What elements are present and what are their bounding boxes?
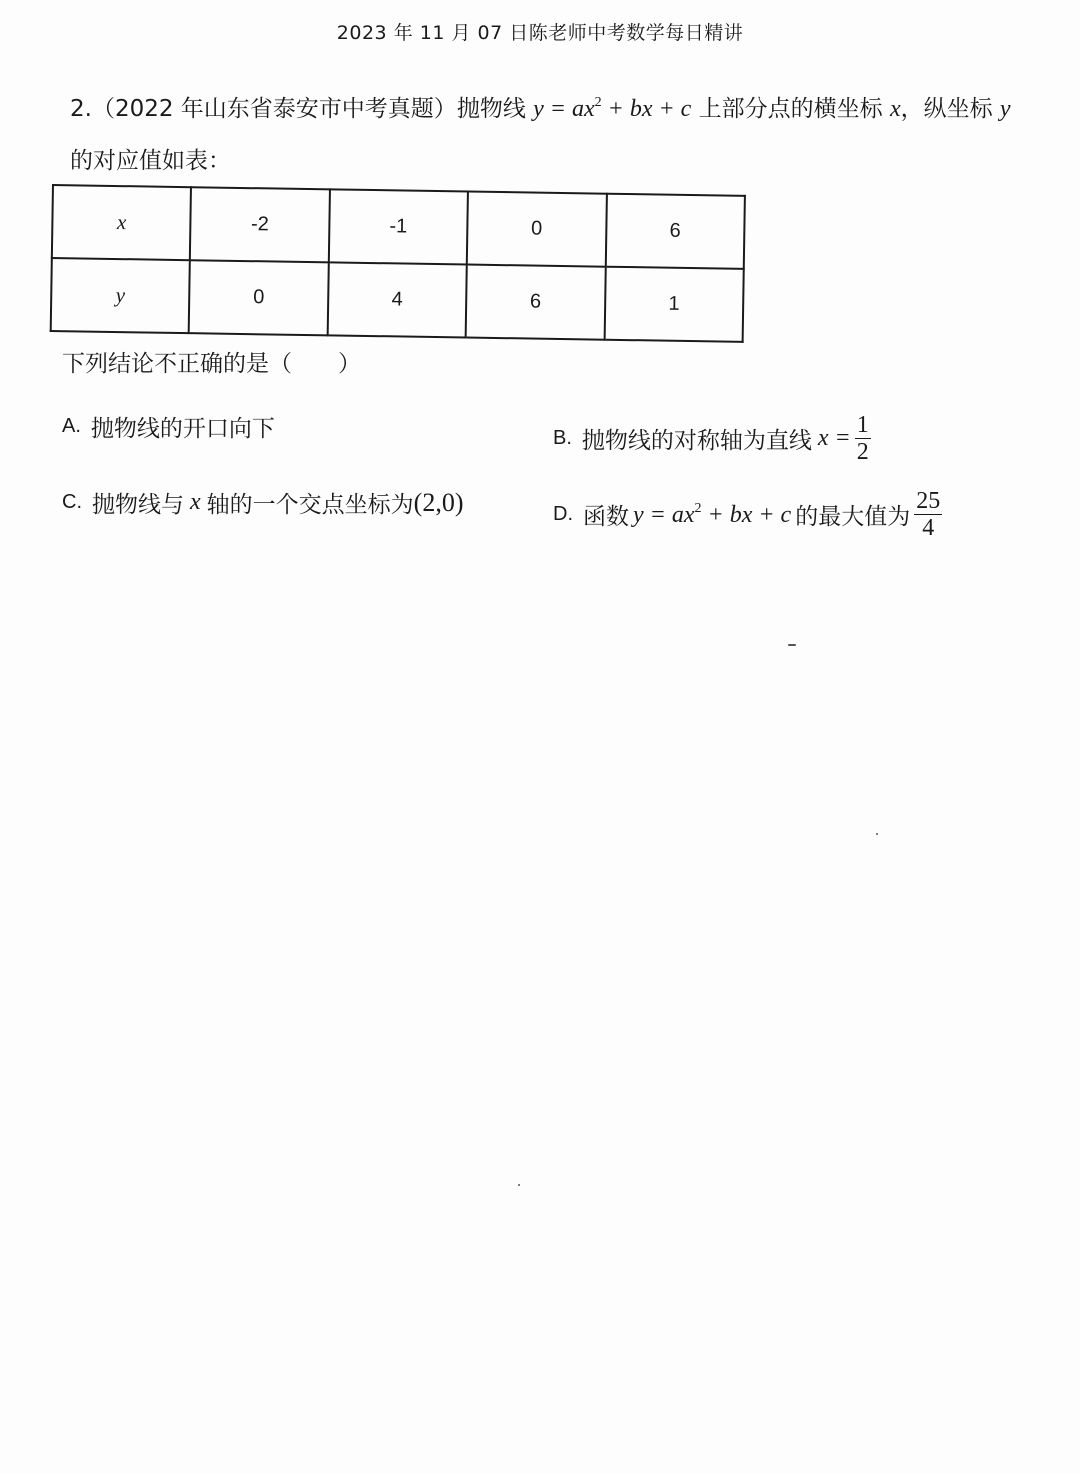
option-b-var: x =	[817, 425, 851, 451]
table-cell: 4	[327, 262, 467, 337]
scan-speck	[518, 1184, 520, 1186]
option-d-equation: $y = ax^2$ + bx + c	[633, 500, 792, 528]
problem-var-y: y	[999, 96, 1011, 122]
option-d-key: D.	[553, 503, 573, 525]
option-c-var: x	[190, 489, 201, 515]
option-b-key: B.	[553, 427, 572, 449]
problem-text-mid: ，纵坐标	[900, 96, 993, 122]
option-b-fraction	[855, 412, 871, 465]
table-cell: 6	[466, 265, 606, 340]
option-b	[553, 412, 871, 465]
option-c-text-1: 抛物线与	[92, 492, 184, 518]
table-cell: 1	[604, 267, 744, 342]
option-a-key: A.	[62, 415, 81, 437]
problem-statement	[70, 88, 1030, 176]
table-cell: 0	[189, 260, 329, 335]
problem-text-before: 抛物线	[456, 96, 526, 122]
option-d-numerator: 25	[916, 488, 941, 514]
problem-line-1	[70, 88, 1030, 124]
option-d-fraction	[914, 488, 942, 541]
problem-source: （2022 年山东省泰安市中考真题）	[91, 96, 457, 122]
problem-equation: $y = ax^2$ + bx + c	[533, 95, 692, 122]
problem-text-after: 上部分点的横坐标	[698, 96, 883, 122]
option-b-text: 抛物线的对称轴为直线	[581, 428, 812, 454]
question-prompt: 下列结论不正确的是（ ）	[62, 351, 361, 377]
option-d-denominator: 4	[922, 515, 935, 541]
value-table	[50, 184, 746, 343]
option-c-key: C.	[62, 491, 82, 513]
option-d-text-2: 的最大值为	[795, 504, 911, 530]
scan-speck	[876, 833, 878, 835]
option-a	[62, 410, 275, 443]
page-header: 2023 年 11 月 07 日陈老师中考数学每日精讲	[336, 22, 744, 44]
table-row-y	[51, 258, 744, 342]
table-cell: -2	[190, 187, 330, 262]
option-d	[553, 488, 942, 541]
option-c-text-2: 轴的一个交点坐标为	[206, 492, 414, 518]
option-a-text: 抛物线的开口向下	[90, 416, 275, 442]
value-table-wrapper	[50, 184, 746, 345]
table-cell: 6	[605, 194, 745, 269]
table-cell: y	[51, 258, 191, 333]
problem-var-x: x	[889, 96, 901, 122]
table-cell: -1	[329, 189, 469, 264]
table-cell: x	[52, 185, 192, 260]
scan-speck	[788, 644, 796, 646]
option-d-text-1: 函数	[583, 504, 629, 530]
problem-line-2: 的对应值如表：	[70, 148, 231, 174]
problem-number: 2.	[70, 96, 92, 122]
option-b-denominator: 2	[856, 439, 869, 465]
table-cell: 0	[467, 192, 607, 267]
table-row-x	[52, 185, 745, 269]
option-b-numerator: 1	[856, 412, 869, 438]
option-c-point: (2,0)	[413, 487, 464, 517]
option-c	[62, 486, 463, 519]
